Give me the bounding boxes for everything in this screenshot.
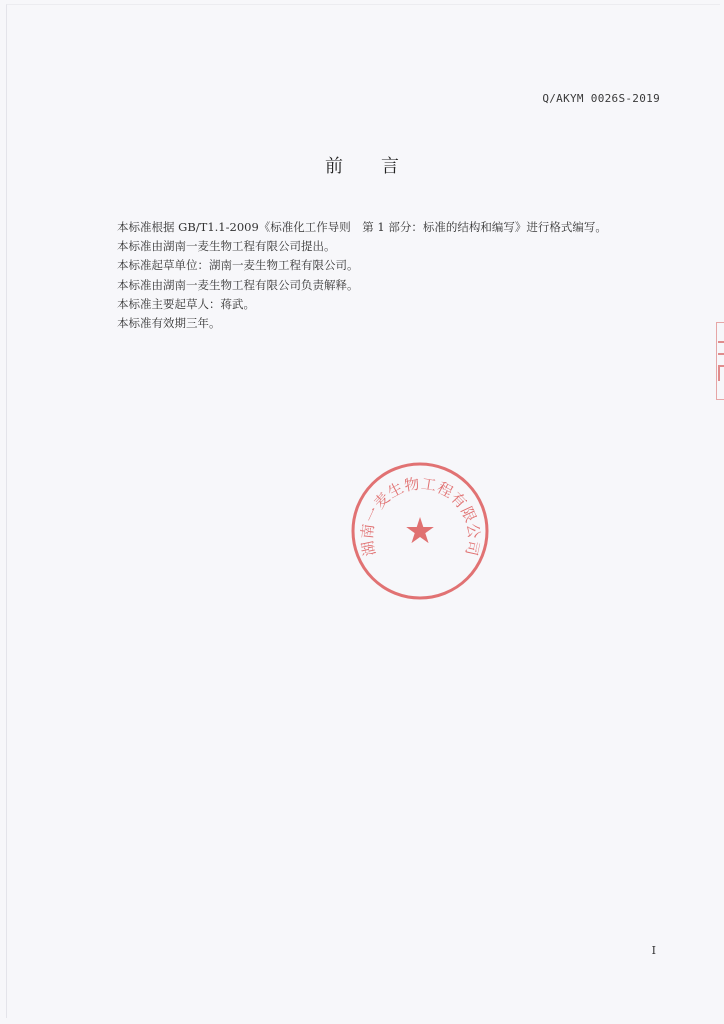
edge-stamp-fragment [716, 322, 724, 400]
foreword-line: 本标准由湖南一麦生物工程有限公司负责解释。 [117, 277, 359, 292]
page-number: I [651, 944, 656, 957]
foreword-line: 本标准主要起草人：蒋武。 [117, 296, 255, 311]
seal-text-path: 湖南一麦生物工程有限公司 [358, 474, 483, 558]
title-char-1: 前 [325, 156, 343, 177]
company-seal [349, 460, 491, 602]
foreword-line: 本标准有效期三年。 [117, 316, 221, 331]
page-title [0, 152, 724, 178]
standard-number: Q/AKYM 0026S-2019 [542, 92, 660, 105]
title-char-2: 言 [381, 156, 399, 177]
foreword-line: 本标准由湖南一麦生物工程有限公司提出。 [117, 239, 336, 254]
foreword-body [117, 218, 677, 333]
foreword-line: 本标准根据 GB/T1.1-2009《标准化工作导则 第 1 部分：标准的结构和编写》进行格式编写。 [117, 220, 607, 234]
seal-star-icon: ★ [403, 511, 437, 552]
foreword-line: 本标准起草单位：湖南一麦生物工程有限公司。 [117, 258, 359, 273]
